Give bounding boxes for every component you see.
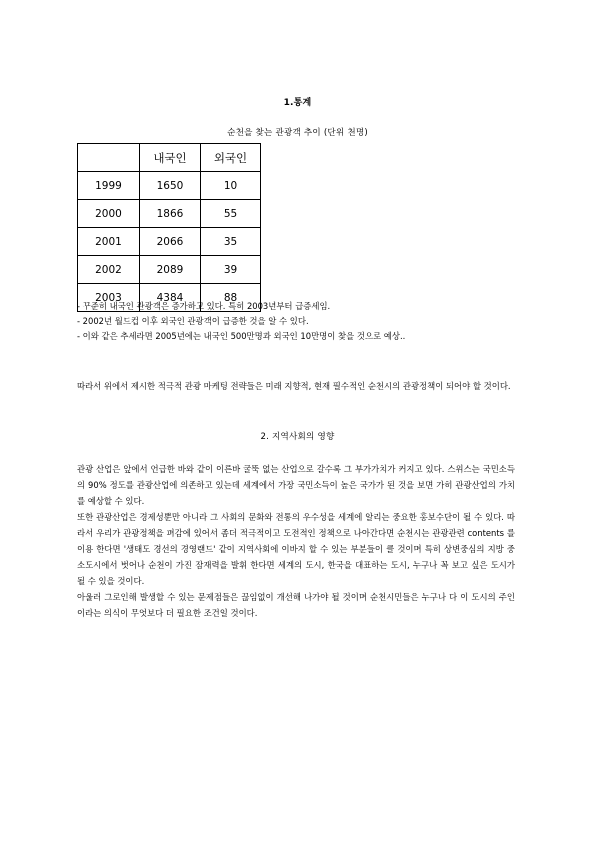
- table-header-row: [78, 144, 261, 172]
- table-cell: 2089: [140, 256, 201, 284]
- table-row: [78, 200, 261, 228]
- section2-body: [77, 461, 515, 621]
- table-cell: 2003: [78, 284, 140, 312]
- table-header-cell: [78, 144, 140, 172]
- table-caption: 순천을 찾는 관광객 추이 (단위 천명): [227, 128, 368, 138]
- body-paragraph: 관광 산업은 앞에서 언급한 바와 같이 이른바 굴뚝 없는 산업으로 갈수록 그 부가가치가 커지고 있다. 스위스는 국민소득의 90% 정도를 관광산업에 의존하고 있는데 세계에서 가장 국민소득이 높은 국가가 된 것을 보면 가히 관광산업의 가치를 예상할 수 있다.: [77, 464, 515, 506]
- table-cell: 1999: [78, 172, 140, 200]
- body-paragraph: 아울러 그로인해 발생할 수 있는 문제점들은 끊임없이 개선해 나가야 될 것이며 순천시민들은 누구나 다 이 도시의 주인이라는 의식이 무엇보다 더 필요한 조건일 것이다.: [77, 592, 515, 618]
- table-cell: 2002: [78, 256, 140, 284]
- note-item: - 2002년 월드컵 이후 외국인 관광객이 급증한 것을 알 수 있다.: [77, 316, 309, 326]
- table-header-cell: 외국인: [201, 144, 261, 172]
- table-cell: 88: [201, 284, 261, 312]
- table-cell: 35: [201, 228, 261, 256]
- conclusion-text: 따라서 위에서 제시한 적극적 관광 마케팅 전략들은 미래 지향적, 현재 필수적인 순천시의 관광정책이 되어야 할 것이다.: [77, 381, 511, 391]
- table-cell: 39: [201, 256, 261, 284]
- table-cell: 2000: [78, 200, 140, 228]
- section2-title: 2. 지역사회의 영향: [260, 432, 335, 442]
- table-cell: 4384: [140, 284, 201, 312]
- table-cell: 2001: [78, 228, 140, 256]
- table-cell: 55: [201, 200, 261, 228]
- table-cell: 1650: [140, 172, 201, 200]
- table-header-cell: 내국인: [140, 144, 201, 172]
- note-item: - 꾸준히 내국인 관광객은 증가하고 있다. 특히 2003년부터 급증세임.: [77, 301, 331, 311]
- table-cell: 2066: [140, 228, 201, 256]
- table-cell: 1866: [140, 200, 201, 228]
- table-row: [78, 256, 261, 284]
- conclusion-paragraph: [77, 378, 515, 394]
- table-row: [78, 228, 261, 256]
- tourist-stats-table: [77, 143, 261, 312]
- body-paragraph: 또한 관광산업은 경제성뿐만 아니라 그 사회의 문화와 전통의 우수성을 세계에 알리는 중요한 홍보수단이 될 수 있다. 따라서 우리가 관광정책을 펴감에 있어서 좀더 적극적이고 도전적인 정책으로 나아간다면 순천시는 관광관련 contents 를 이용 한다면 '생태도 경선의 경영랜드' 같이 지역사회에 이바지 할 수 있는 부분들이 클 것이며 특히 상변중심의 지방 중소도시에서 벗어나 순천이 가진 잠재력을 발휘 한다면 세계의 도시, 한국을 대표하는 도시, 누구나 꼭 보고 싶은 도시가 될 수 있을 것이다.: [77, 512, 515, 586]
- notes-list: [77, 299, 514, 344]
- section1-title: 1.통계: [283, 98, 312, 108]
- note-item: - 이와 같은 추세라면 2005년에는 내국인 500만명과 외국인 10만명이 찾을 것으로 예상..: [77, 331, 406, 341]
- table-cell: 10: [201, 172, 261, 200]
- table-row: [78, 172, 261, 200]
